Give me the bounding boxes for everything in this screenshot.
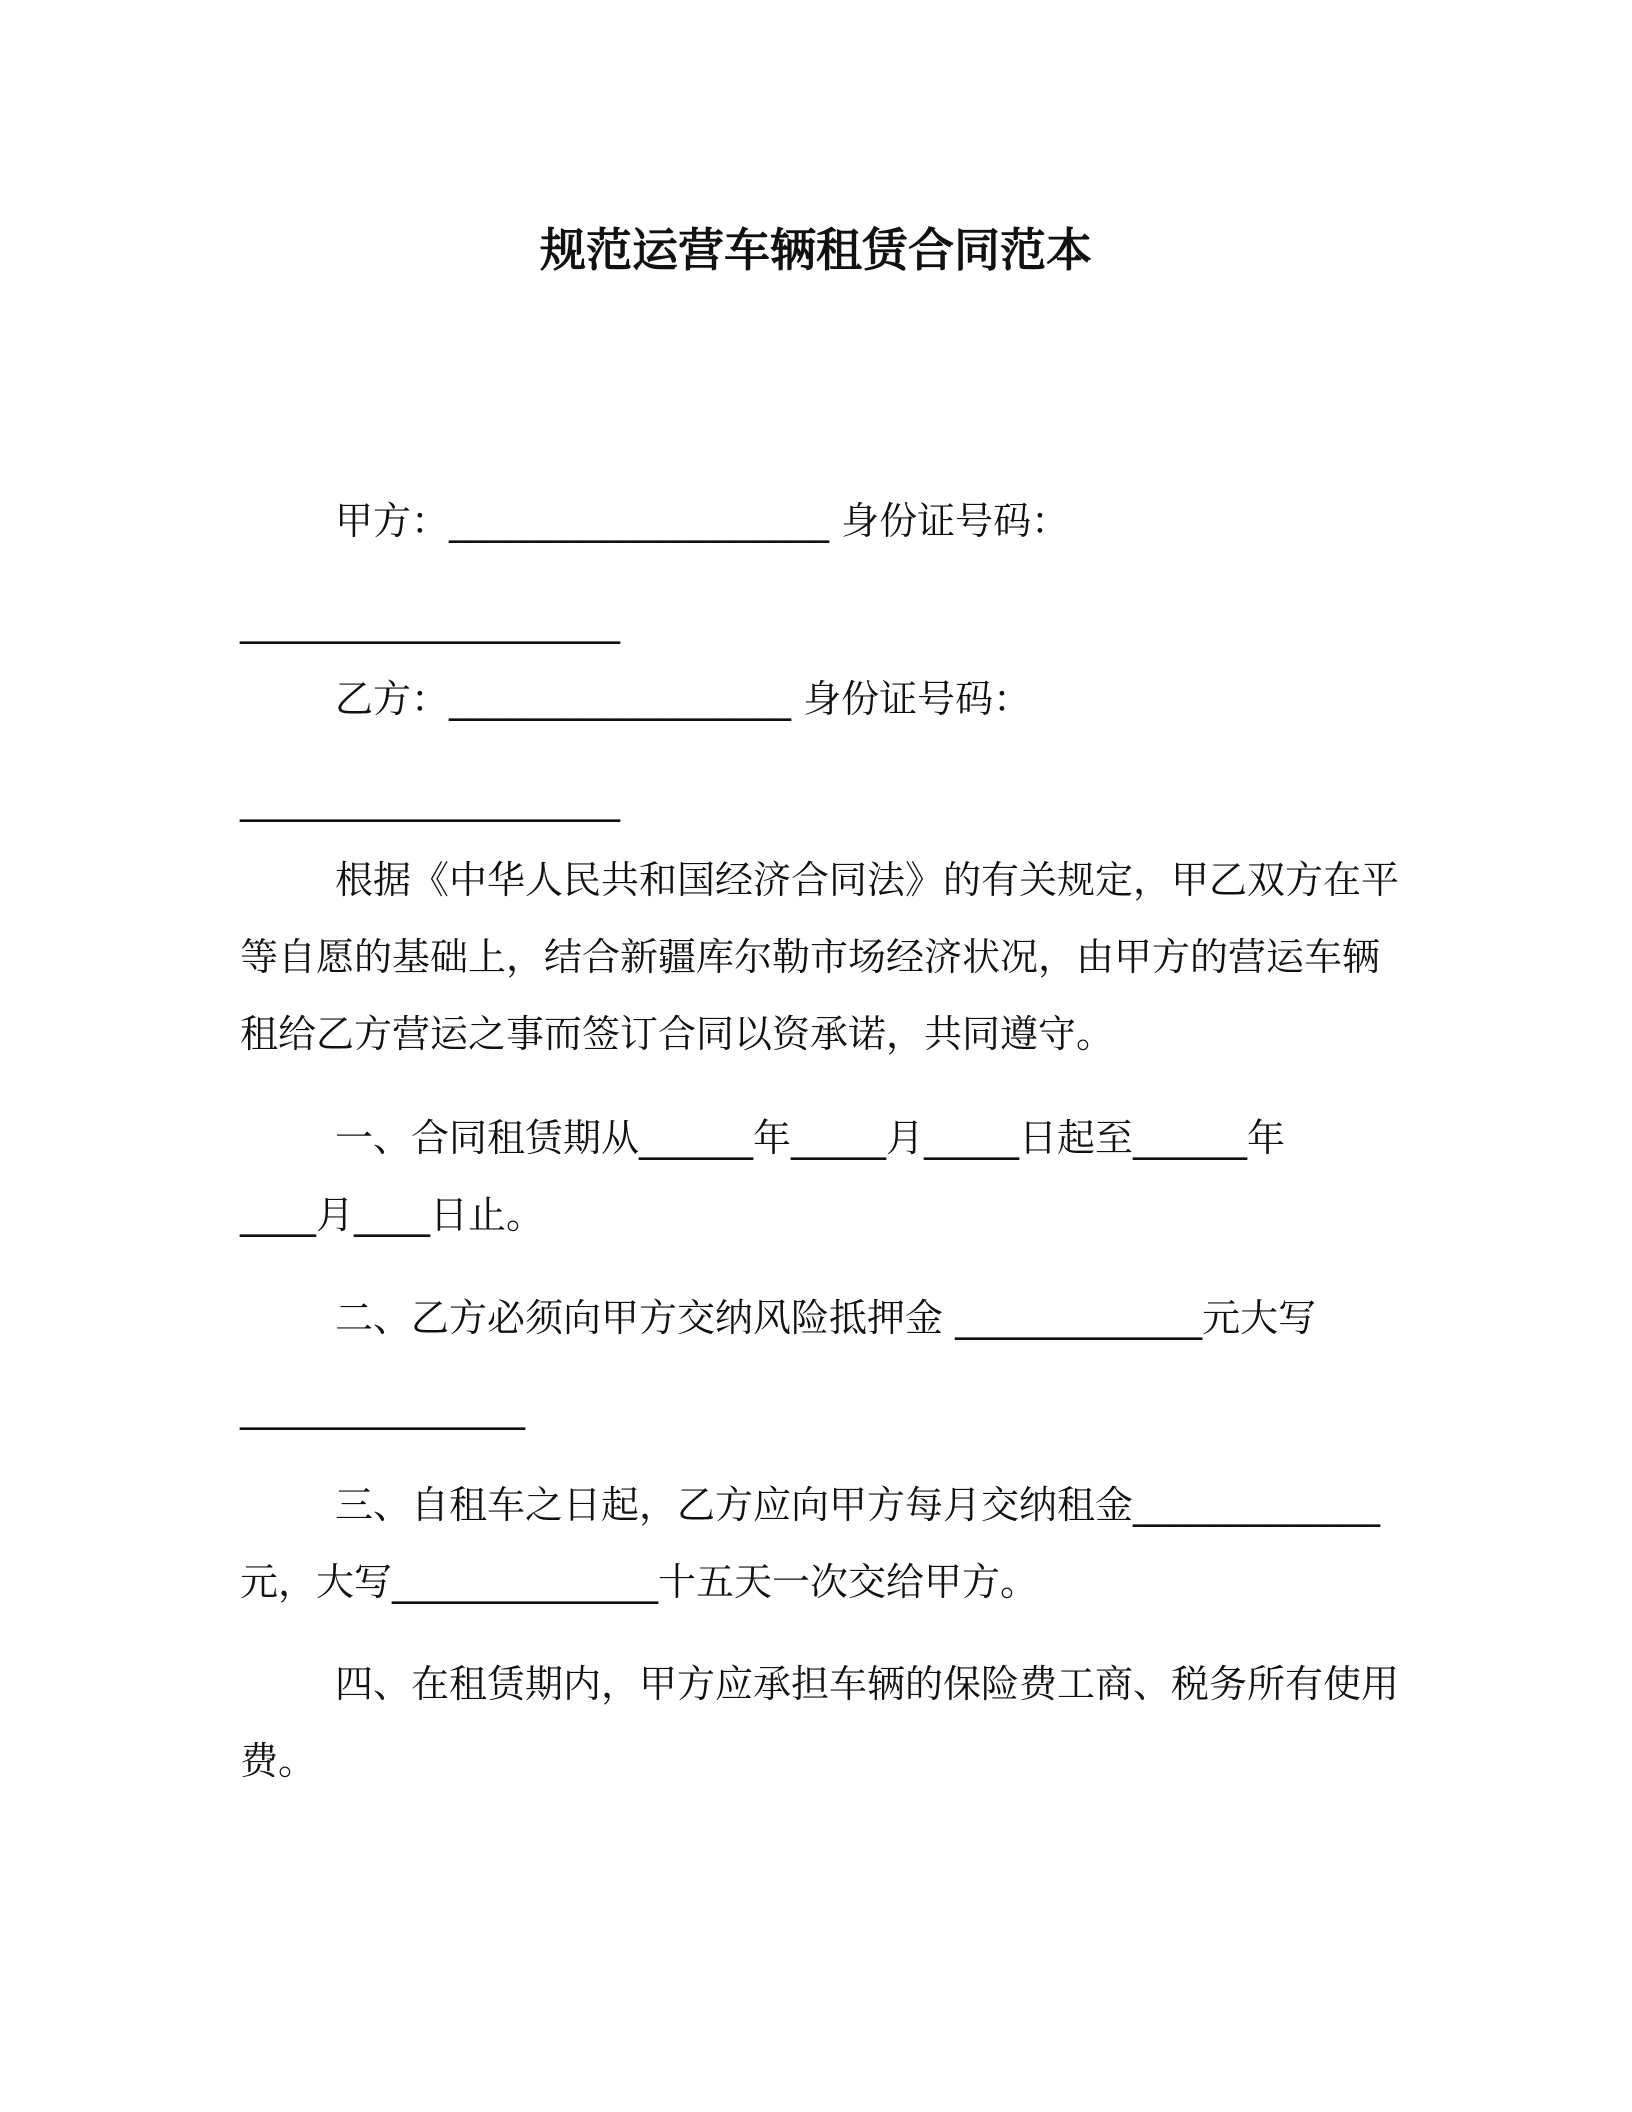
clause-1-line-2: ____月____日止。 [240,1193,545,1237]
clause-2-line-1: 二、乙方必须向甲方交纳风险抵押金 _____________元大写 [335,1296,1317,1340]
clause-4-line-1: 四、在租赁期内，甲方应承担车辆的保险费工商、税务所有使用 [335,1662,1400,1706]
clause-3-line-2: 元，大写______________十五天一次交给甲方。 [240,1560,1039,1604]
party-b-line: 乙方：__________________ 身份证号码： [335,677,1032,721]
clause-4-line-2: 费。 [240,1739,317,1783]
clause-2-line-2: _______________ [240,1386,525,1430]
document-title: 规范运营车辆租赁合同范本 [540,223,1092,277]
preamble-line-1: 根据《中华人民共和国经济合同法》的有关规定，甲乙双方在平 [335,858,1400,902]
party-a-id-line: ____________________ [240,600,620,644]
preamble-line-3: 租给乙方营运之事而签订合同以资承诺，共同遵守。 [240,1012,1115,1056]
party-b-id-line: ____________________ [240,778,620,822]
clause-1-line-1: 一、合同租赁期从______年_____月_____日起至______年 [335,1116,1286,1160]
clause-3-line-1: 三、自租车之日起，乙方应向甲方每月交纳租金_____________ [335,1483,1381,1527]
party-a-line: 甲方：____________________ 身份证号码： [335,499,1070,543]
preamble-line-2: 等自愿的基础上，结合新疆库尔勒市场经济状况，由甲方的营运车辆 [240,935,1381,979]
